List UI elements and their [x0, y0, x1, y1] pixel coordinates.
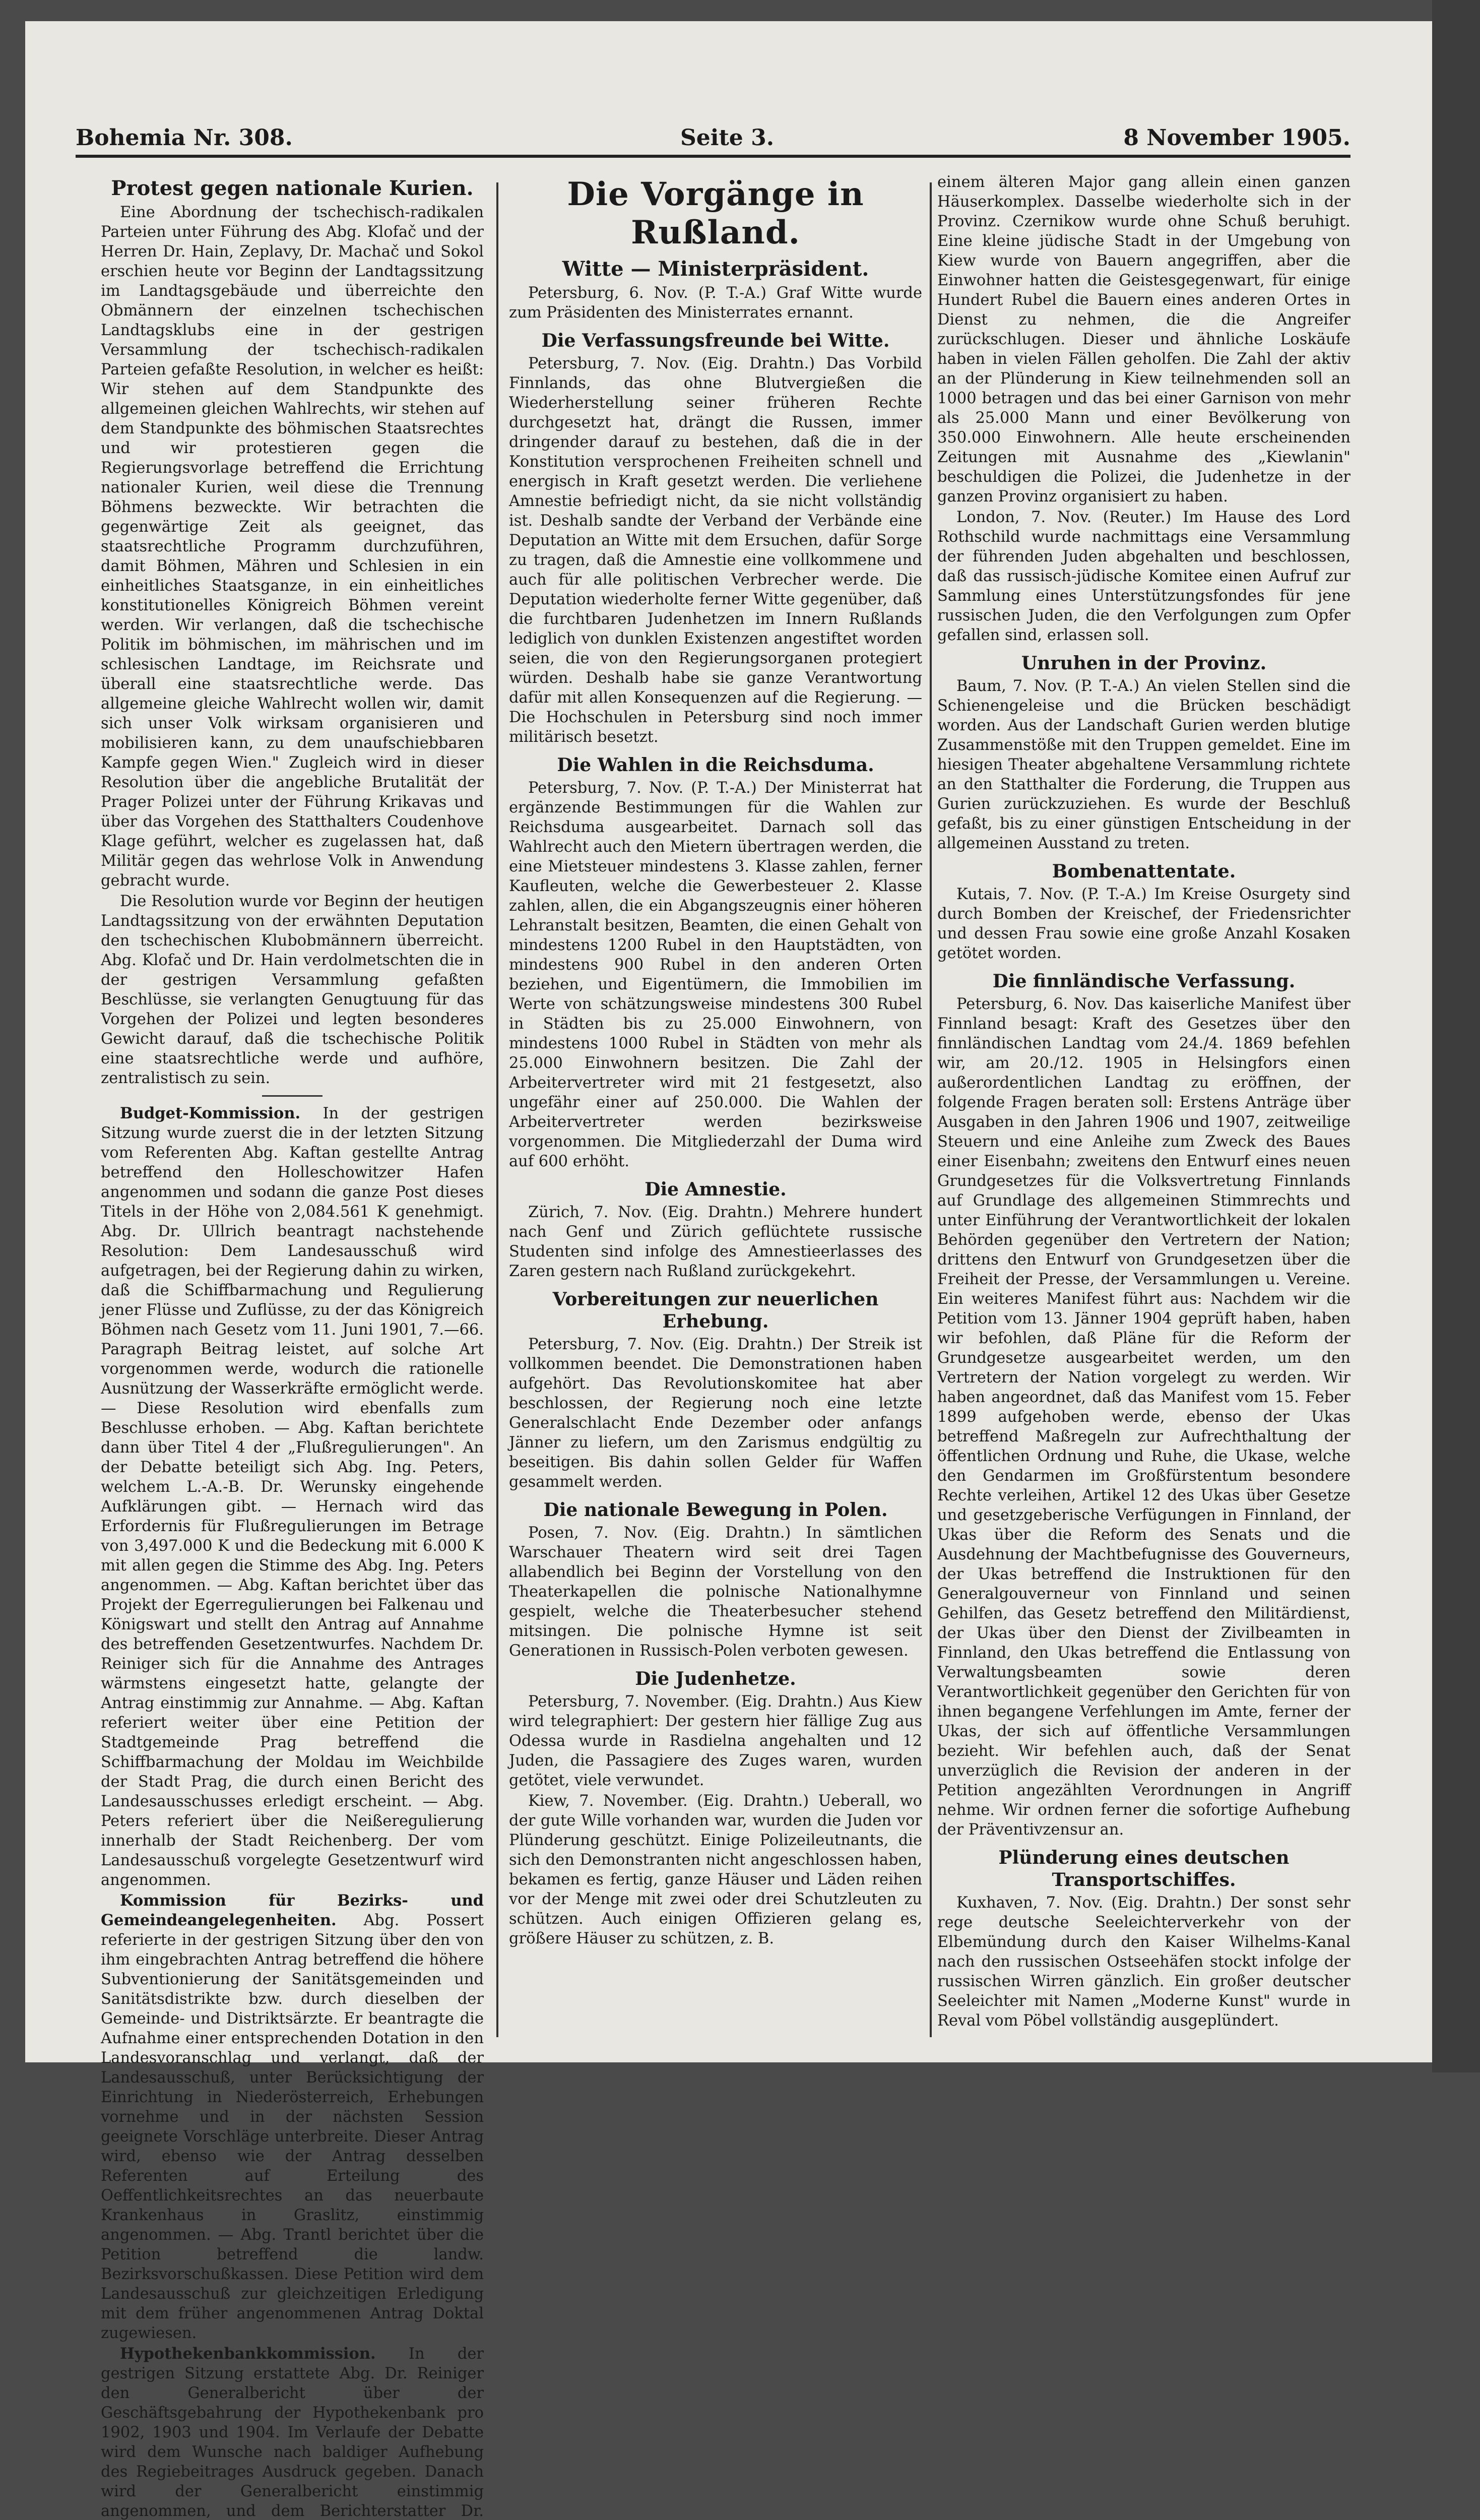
lead-kommission: Kommission für Bezirks- und Gemeindeangelegenheiten. [101, 1892, 484, 1929]
article-verfassungsfreunde: Petersburg, 7. Nov. (Eig. Drahtn.) Das Vorbild Finnlands, das ohne Blutvergießen die Wiederherstellung seiner früheren Rechte durchgesetzt hat, drängt die Russen, immer dringender darauf zu bestehen, daß die in der Konstitution versprochenen Freiheiten schnell und energisch in Kraft gesetzt werden. Die verliehene Amnestie befriedigt nicht, da sie nicht vollständig ist. Deshalb sandte der Verband der Verbände eine Deputation an Witte mit dem Ersuchen, dafür Sorge zu tragen, daß die Amnestie eine vollkommene und auch für alle politischen Verbrecher werde. Die Deputation wiederholte ferner Witte gegenüber, daß die furchtbaren Judenhetzen im Innern Rußlands lediglich von dunklen Existenzen angestiftet worden seien, die von den Regierungsorganen protegiert würden. Deshalb habe sie ganze Verantwortung dafür mit allen Konsequenzen auf die Regierung. — Die Hochschulen in Petersburg sind noch immer militärisch besetzt. [509, 355, 922, 746]
text-kommission: Abg. Possert referierte in der gestrigen Sitzung über den von ihm eingebrachten Antrag betreffend die höhere Subventionierung der Sanitätsgemeinden und Sanitätsdistrikte bzw. durch dieselben der Gemeinde- und Distriktsärzte. Er beantragte die Aufnahme einer entsprechenden Dotation in den Landesvoranschlag und verlangt, daß der Landesausschuß, unter Berücksichtigung der Einrichtung in Niederösterreich, Erhebungen vornehme und in der nächsten Session geeignete Vorschläge unterbreite. Dieser Antrag wird, ebenso wie der Antrag desselben Referenten auf Erteilung des Oeffentlichkeitsrechtes an das neuerbaute Krankenhaus in Graslitz, einstimmig angenommen. — Abg. Trantl berichtet über die Petition betreffend die landw. Bezirksvorschußkassen. Diese Petition wird dem Landesausschuß zur gleichzeitigen Erledigung mit dem früher angenommenen Antrag Doktal zugewiesen. [101, 1912, 484, 2342]
article-finnland: Petersburg, 6. Nov. Das kaiserliche Manifest über Finnland besagt: Kraft des Gesetzes über den finnländischen Landtag vom 24./4. 1869 befehlen wir, am 20./12. 1905 in Helsingfors einen außerordentlichen Landtag zu eröffnen, der folgende Fragen beraten soll: Erstens Anträge über Ausgaben in den Jahren 1906 und 1907, zeitweilige Steuern und eine Anleihe zum Zweck des Baues einer Eisenbahn; zweitens den Entwurf eines neuen Grundgesetzes für die Volksvertretung Finnlands auf Grundlage des allgemeinen Stimmrechts und unter Einführung der Verantwortlichkeit der lokalen Behörden gegenüber den Vertretern der Nation; drittens den Entwurf von Grundgesetzen über die Freiheit der Presse, der Versammlungen u. Vereine. Ein weiteres Manifest führt aus: Nachdem wir die Petition vom 13. Jänner 1904 geprüft haben, haben wir befohlen, daß Pläne für die Reform der Grundgesetze ausgearbeitet werden, um den Vertretern der Nation vorgelegt zu werden. Wir haben angeordnet, daß das Manifest vom 15. Feber 1899 aufgehoben werde, ebenso der Ukas betreffend Maßregeln zur Aufrechthaltung der öffentlichen Ordnung und Ruhe, die Ukase, welche den Gendarmen im Großfürstentum besondere Rechte verleihen, Artikel 12 des Ukas über Gesetze und gesetzgeberische Verfügungen in Finnland, der Ukas über die Reform des Senats und die Ausdehnung der Machtbefugnisse des Gouverneurs, der Ukas betreffend die Instruktionen für den Generalgouverneur von Finnland und seinen Gehilfen, das Gesetz betreffend den Militärdienst, der Ukas über den Dienst der Zivilbeamten in Finnland, den Ukas betreffend die Entlassung von Verwaltungsbeamten sowie deren Verantwortlichkeit gegenüber den Gerichten für von ihnen begangene Verfehlungen im Amte, ferner der Ukas, der sich auf öffentliche Versammlungen bezieht. Wir befehlen auch, daß der Senat unverzüglich die Revision der anderen in der Petition angezählten Verordnungen in Angriff nehme. Wir ordnen ferner die sofortige Aufhebung der Präventivzensur an. [937, 995, 1350, 1839]
lead-hypothekenbank: Hypothekenbankkommission. [120, 2345, 376, 2363]
article-witte: Petersburg, 6. Nov. (P. T.-A.) Graf Witte wurde zum Präsidenten des Ministerrates ernannt. [509, 284, 922, 322]
header-date: 8 November 1905. [1123, 125, 1350, 151]
article-resolution: Die Resolution wurde vor Beginn der heutigen Landtagssitzung von der erwähnten Deputation den tschechischen Klubobmännern überreicht. Abg. Klofač und Dr. Hain verdolmetschten die in der gestrigen Versammlung gefaßten Beschlüsse, sie verlangten Genugtuung für das Vorgehen der Polizei und legten besonderes Gewicht darauf, daß die tschechische Politik eine staatsrechtliche werde und aufhöre, zentralistisch zu sein. [101, 893, 484, 1087]
heading-protest: Protest gegen nationale Kurien. [111, 176, 474, 200]
article-budget [101, 1104, 484, 1890]
article-london: London, 7. Nov. (Reuter.) Im Hause des Lord Rothschild wurde nachmittags eine Versammlung der führenden Juden abgehalten und beschlossen, daß das russisch-jüdische Komitee einen Aufruf zur Sammlung eines Unterstützungsfondes für jene russischen Juden, die den Verfolgungen zum Opfer gefallen sind, erlassen soll. [937, 509, 1350, 644]
section-title-russland: Die Vorgänge in Rußland. [567, 175, 864, 251]
column-rule-1 [496, 182, 498, 2037]
newspaper-page [25, 21, 1432, 2520]
heading-bombenattentate: Bombenattentate. [1052, 861, 1236, 882]
article-protest: Eine Abordnung der tschechisch-radikalen Parteien unter Führung des Abg. Klofač und der Herren Dr. Hain, Zeplavy, Dr. Machač und Sokol erschien heute vor Beginn der Landtagssitzung im Landtagsgebäude und überreichte den Obmännern der einzelnen tschechischen Landtagsklubs eine in der gestrigen Versammlung der tschechisch-radikalen Parteien gefaßte Resolution, in welcher es heißt: Wir stehen auf dem Standpunkte des allgemeinen gleichen Wahlrechts, wir stehen auf dem Standpunkte des böhmischen Staatsrechtes und wir protestieren gegen die Regierungsvorlage betreffend die Errichtung nationaler Kurien, weil diese die Trennung Böhmens bezweckte. Wir betrachten die gegenwärtige Zeit als geeignet, das staatsrechtliche Programm durchzuführen, damit Böhmen, Mähren und Schlesien in ein einheitliches Staatsganze, in ein einheitliches konstitutionelles Königreich Böhmen vereint werden. Wir verlangen, daß die tschechische Politik im böhmischen, im mährischen und im schlesischen Landtage, im Reichsrate und überall eine staatsrechtliche werde. Das allgemeine gleiche Wahlrecht wollen wir, damit sich unser Volk wirksam organisieren und mobilisieren kann, zu dem unaufschiebbaren Kampfe gegen Wien." Zugleich wird in dieser Resolution über die angebliche Brutalität der Prager Polizei unter der Führung Krikavas und über das Vorgehen des Statthalters Coudenhove Klage geführt, welcher es zugelassen hat, daß Militär gegen das wehrlose Volk in Anwendung gebracht wurde. [101, 204, 484, 890]
lead-budget: Budget-Kommission. [120, 1104, 301, 1122]
divider [262, 1095, 323, 1097]
header-page-number: Seite 3. [680, 125, 775, 151]
heading-verfassungsfreunde: Die Verfassungsfreunde bei Witte. [541, 330, 890, 351]
article-polen: Posen, 7. Nov. (Eig. Drahtn.) In sämtlichen Warschauer Theatern wird seit drei Tagen allabendlich bei Beginn der Vorstellung von den Theaterkapellen die polnische Nationalhymne gespielt, welche die Theaterbesucher stehend mitsingen. Die polnische Hymne ist seit Generationen in Russisch-Polen verboten gewesen. [509, 1524, 922, 1660]
heading-wahlen: Die Wahlen in die Reichsduma. [557, 754, 874, 776]
heading-polen: Die nationale Bewegung in Polen. [543, 1499, 888, 1521]
heading-finnland: Die finnländische Verfassung. [992, 971, 1296, 992]
text-budget: In der gestrigen Sitzung wurde zuerst die in der letzten Sitzung vom Referenten Abg. Kaftan gestellte Antrag betreffend den Holleschowitzer Hafen angenommen und sodann die ganze Post dieses Titels in der Höhe von 2,084.561 K genehmigt. Abg. Dr. Ullrich beantragt nachstehende Resolution: Dem Landesausschuß wird aufgetragen, bei der Regierung dahin zu wirken, daß die Schiffbarmachung und Regulierung jener Flüsse und Zuflüsse, zu der das Königreich Böhmen nach Gesetz vom 11. Juni 1901, 7.—66. Paragraph Beitrag leistet, auf solche Art vorgenommen werde, wodurch die rationelle Ausnützung der Wasserkräfte ermöglicht werde. — Diese Resolution wird ebenfalls zum Beschlusse erhoben. — Abg. Kaftan berichtete dann über Titel 4 der „Flußregulierungen". An der Debatte beteiligt sich Abg. Ing. Peters, welchem L.-A.-B. Dr. Werunsky eingehende Aufklärungen gibt. — Hernach wird das Erfordernis für Flußregulierungen im Betrage von 3,497.000 K und die Bedeckung mit 6.000 K mit allen gegen die Stimme des Abg. Ing. Peters angenommen. — Abg. Kaftan berichtet über das Projekt der Egerregulierungen bei Falkenau und Königswart und stellt den Antrag auf Annahme des betreffenden Gesetzentwurfes. Nachdem Dr. Reiniger sich für die Annahme des Antrages wärmstens eingesetzt hatte, gelangte der Antrag einstimmig zur Annahme. — Abg. Kaftan referiert weiter über eine Petition der Stadtgemeinde Prag betreffend die Schiffbarmachung der Moldau im Weichbilde der Stadt Prag, die durch einen Bericht des Landesausschusses erledigt erscheint. — Abg. Peters referiert über die Neißeregulierung innerhalb der Stadt Reichenberg. Der vom Landesausschuß vorgelegte Gesetzentwurf wird angenommen. [101, 1105, 484, 1889]
article-kommission [101, 1891, 484, 2343]
heading-amnestie: Die Amnestie. [645, 1179, 787, 1200]
heading-judenhetze: Die Judenhetze. [635, 1668, 796, 1689]
column-2 [509, 172, 922, 2027]
article-judenhetze-2: Kiew, 7. November. (Eig. Drahtn.) Ueberall, wo der gute Wille vorhanden war, wurden die Juden vor Plünderung geschützt. Einige Polizeileutnants, die sich den Demonstranten nicht angeschlossen haben, bekamen es fertig, ganze Häuser und Läden reihen vor der Menge mit zwei oder drei Schutzleuten zu schützen. Auch einigen Offizieren gelang es, größere Häuser zu schützen, z. B. [509, 1792, 922, 1947]
header-issue: Bohemia Nr. 308. [76, 125, 293, 151]
heading-vorbereitungen: Vorbereitungen zur neuerlichen Erhebung. [552, 1289, 879, 1332]
article-amnestie: Zürich, 7. Nov. (Eig. Drahtn.) Mehrere hundert nach Genf und Zürich geflüchtete russische Studenten sind infolge des Amnestieerlasses des Zaren gestern nach Rußland zurückgekehrt. [509, 1204, 922, 1280]
article-bombenattentate: Kutais, 7. Nov. (P. T.-A.) Im Kreise Osurgety sind durch Bomben der Kreischef, der Friedensrichter und dessen Frau sowie eine große Anzahl Kosaken getötet worden. [937, 886, 1350, 962]
heading-witte: Witte — Ministerpräsident. [562, 257, 869, 281]
article-judenhetze-1: Petersburg, 7. November. (Eig. Drahtn.) Aus Kiew wird telegraphiert: Der gestern hier fällige Zug aus Odessa wurde in Rasdielna angehalten und 12 Juden, die Passagiere des Zuges waren, wurden getötet, viele verwundet. [509, 1693, 922, 1789]
article-judenhetze-continued: einem älteren Major gang allein einen ganzen Häuserkomplex. Dasselbe wiederholte sich in der Provinz. Czernikow wurde ohne Schuß beruhigt. Eine kleine jüdische Stadt in der Umgebung von Kiew wurde von Bauern angegriffen, aber die Einwohner hatten die Geistesgegenwart, für einige Hundert Rubel die Bauern eines anderen Ortes in Dienst zu nehmen, die die Angreifer zurückschlugen. Dieser und ähnliche Loskäufe haben in vielen Fällen geholfen. Die Zahl der aktiv an der Plünderung in Kiew teilnehmenden soll an 1000 betragen und das bei einer Garnison von mehr als 25.000 Mann und einer Bevölkerung von 350.000 Einwohnern. Alle heute erscheinenden Zeitungen mit Ausnahme des „Kiewlanin" beschuldigen die Polizei, die Judenhetze in der ganzen Provinz organisiert zu haben. [937, 173, 1350, 506]
article-vorbereitungen: Petersburg, 7. Nov. (Eig. Drahtn.) Der Streik ist vollkommen beendet. Die Demonstrationen haben aufgehört. Das Revolutionskomitee hat aber beschlossen, der Regierung noch eine letzte Generalschlacht Ende Dezember oder anfangs Jänner zu liefern, um den Zarismus endgültig zu beseitigen. Bis dahin sollen Gelder für Waffen gesammelt werden. [509, 1336, 922, 1491]
column-rule-2 [930, 182, 932, 2037]
scan-edge [1432, 0, 1480, 2072]
article-unruhen: Baum, 7. Nov. (P. T.-A.) An vielen Stellen sind die Schienengeleise und die Brücken beschädigt worden. Aus der Landschaft Gurien werden blutige Zusammenstöße mit den Truppen gemeldet. Eine im hiesigen Theater abgehaltene Versammlung richtete an den Statthalter die Forderung, die Truppen aus Gurien zurückzuziehen. Es wurde der Beschluß gefaßt, bis zu einer günstigen Entscheidung in der allgemeinen Ausstand zu treten. [937, 677, 1350, 852]
column-3 [937, 172, 1350, 2030]
heading-unruhen: Unruhen in der Provinz. [1021, 653, 1267, 674]
article-pluenderung: Kuxhaven, 7. Nov. (Eig. Drahtn.) Der sonst sehr rege deutsche Seeleichterverkehr von der Elbemündung durch den Kaiser Wilhelms-Kanal nach den russischen Ostseehäfen stockt infolge der russischen Wirren gänzlich. Ein großer deutscher Seeleichter mit Namen „Moderne Kunst" wurde in Reval vom Pöbel vollständig ausgeplündert. [937, 1894, 1350, 2030]
column-1 [101, 172, 484, 2520]
text-hypothekenbank: In der gestrigen Sitzung erstattete Abg. Dr. Reiniger den Generalbericht über der Geschäftsgebahrung der Hypothekenbank pro 1902, 1903 und 1904. Im Verlaufe der Debatte wird dem Wunsche nach baldiger Aufhebung des Regiebeitrages Ausdruck gegeben. Danach wird der Generalbericht einstimmig angenommen, und dem Berichterstatter Dr. [101, 2345, 484, 2520]
article-hypothekenbank [101, 2344, 484, 2520]
page-header [76, 119, 1350, 158]
article-wahlen: Petersburg, 7. Nov. (P. T.-A.) Der Ministerrat hat ergänzende Bestimmungen für die Wahlen zur Reichsduma ausgearbeitet. Darnach soll das Wahlrecht auch den Mietern übertragen werden, die eine Mietsteuer mindestens 3. Klasse zahlen, ferner Kaufleuten, welche die Gewerbesteuer 2. Klasse zahlen, allen, die ein Abgangszeugnis einer höheren Lehranstalt besitzen, Beamten, die einen Gehalt von mindestens 1200 Rubel in den Hauptstädten, von mindestens 900 Rubel in den anderen Orten beziehen, und Eigentümern, die Immobilien im Werte von schätzungsweise mindestens 300 Rubel in Städten bis zu 25.000 Einwohnern, von mindestens 1000 Rubel in Städten von mehr als 25.000 Einwohnern besitzen. Die Zahl der Arbeitervertreter wird mit 21 festgesetzt, also ungefähr einer auf 250.000. Die Wahlen der Arbeitervertreter werden bezirksweise vorgenommen. Die Mitgliederzahl der Duma wird auf 600 erhöht. [509, 779, 922, 1170]
heading-pluenderung: Plünderung eines deutschen Transportschiffes. [998, 1847, 1290, 1891]
